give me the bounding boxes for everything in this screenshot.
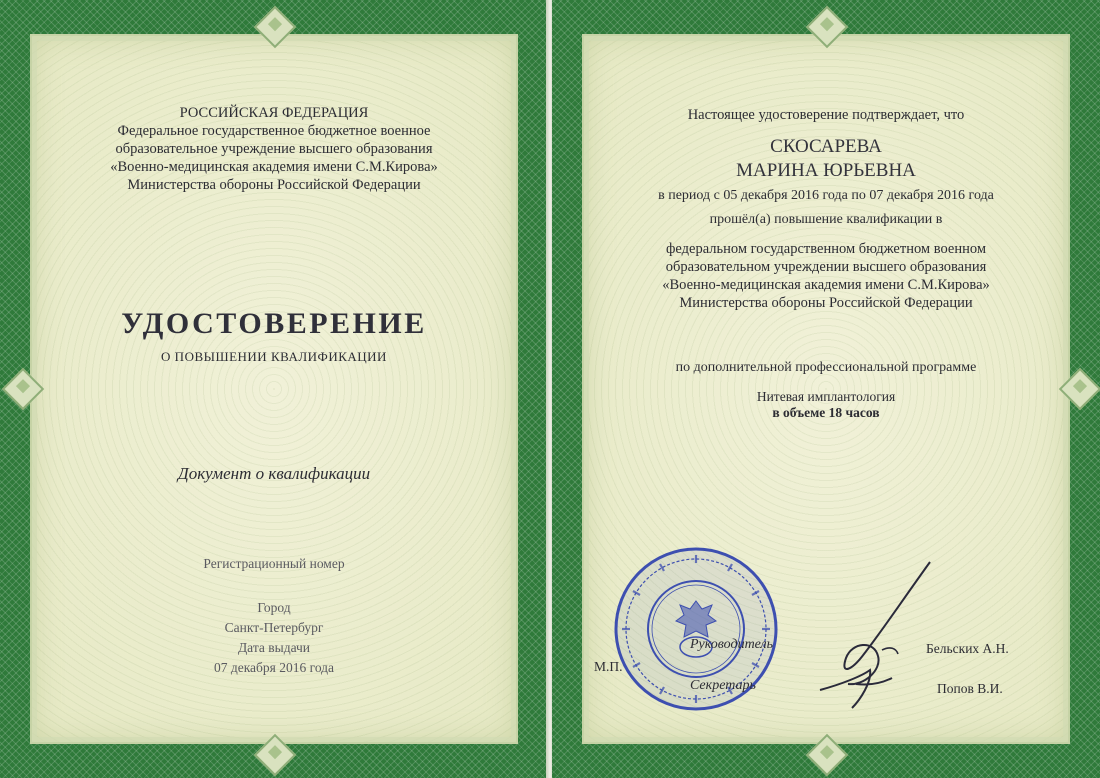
institution-line: Министерства обороны Российской Федерации — [679, 295, 973, 311]
certificate-subtitle: О ПОВЫШЕНИИ КВАЛИФИКАЦИИ — [161, 349, 387, 364]
issuer-line: «Военно-медицинская академия имени С.М.Кирова» — [110, 159, 438, 175]
program-volume — [552, 405, 1100, 421]
training-period: в период с 05 декабря 2016 года по 07 декабря 2016 года — [658, 188, 994, 203]
secretary-signature-label: Секретарь — [690, 678, 756, 693]
program-intro: по дополнительной профессиональной программе — [675, 360, 977, 375]
course-block — [552, 389, 1100, 421]
issuer-line: РОССИЙСКАЯ ФЕДЕРАЦИЯ — [179, 105, 369, 121]
training-passed-text: прошёл(а) повышение квалификации в — [709, 212, 943, 227]
secretary-name: Попов В.И. — [937, 681, 1003, 696]
reg-number-label: Регистрационный номер — [203, 556, 345, 571]
issue-date-label: Дата выдачи — [237, 640, 311, 655]
issuer-line: образовательное учреждение высшего образования — [115, 141, 433, 157]
issue-date-value: 07 декабря 2016 года — [213, 660, 335, 675]
head-signature-label: Руководитель — [690, 637, 774, 652]
issuer-header — [40, 104, 508, 194]
confirmation-intro: Настоящее удостоверение подтверждает, что — [687, 107, 965, 123]
left-page — [0, 0, 548, 778]
city-value: Санкт-Петербург — [224, 620, 324, 635]
holder-surname: СКОСАРЕВА — [770, 136, 882, 157]
document-type: Документ о квалификации — [177, 464, 371, 483]
stamp-place-label: М.П. — [594, 659, 623, 674]
program-name: Нитевая имплантология — [756, 389, 896, 404]
institution-line: образовательном учреждении высшего образования — [665, 259, 987, 275]
institution-block — [552, 240, 1100, 312]
issue-info — [40, 598, 508, 678]
handwritten-signature — [812, 558, 942, 718]
head-name: Бельских А.Н. — [926, 641, 1009, 656]
institution-line: «Военно-медицинская академия имени С.М.Кирова» — [662, 277, 990, 293]
institution-line: федеральном государственном бюджетном военном — [665, 241, 987, 257]
issuer-line: Федеральное государственное бюджетное военное — [117, 123, 431, 139]
program-volume-text: в объеме 18 часов — [772, 405, 880, 420]
certificate-title: УДОСТОВЕРЕНИЕ — [121, 307, 427, 340]
holder-given-names: МАРИНА ЮРЬЕВНА — [736, 160, 916, 181]
city-label: Город — [257, 600, 291, 615]
issuer-line: Министерства обороны Российской Федерации — [127, 177, 421, 193]
